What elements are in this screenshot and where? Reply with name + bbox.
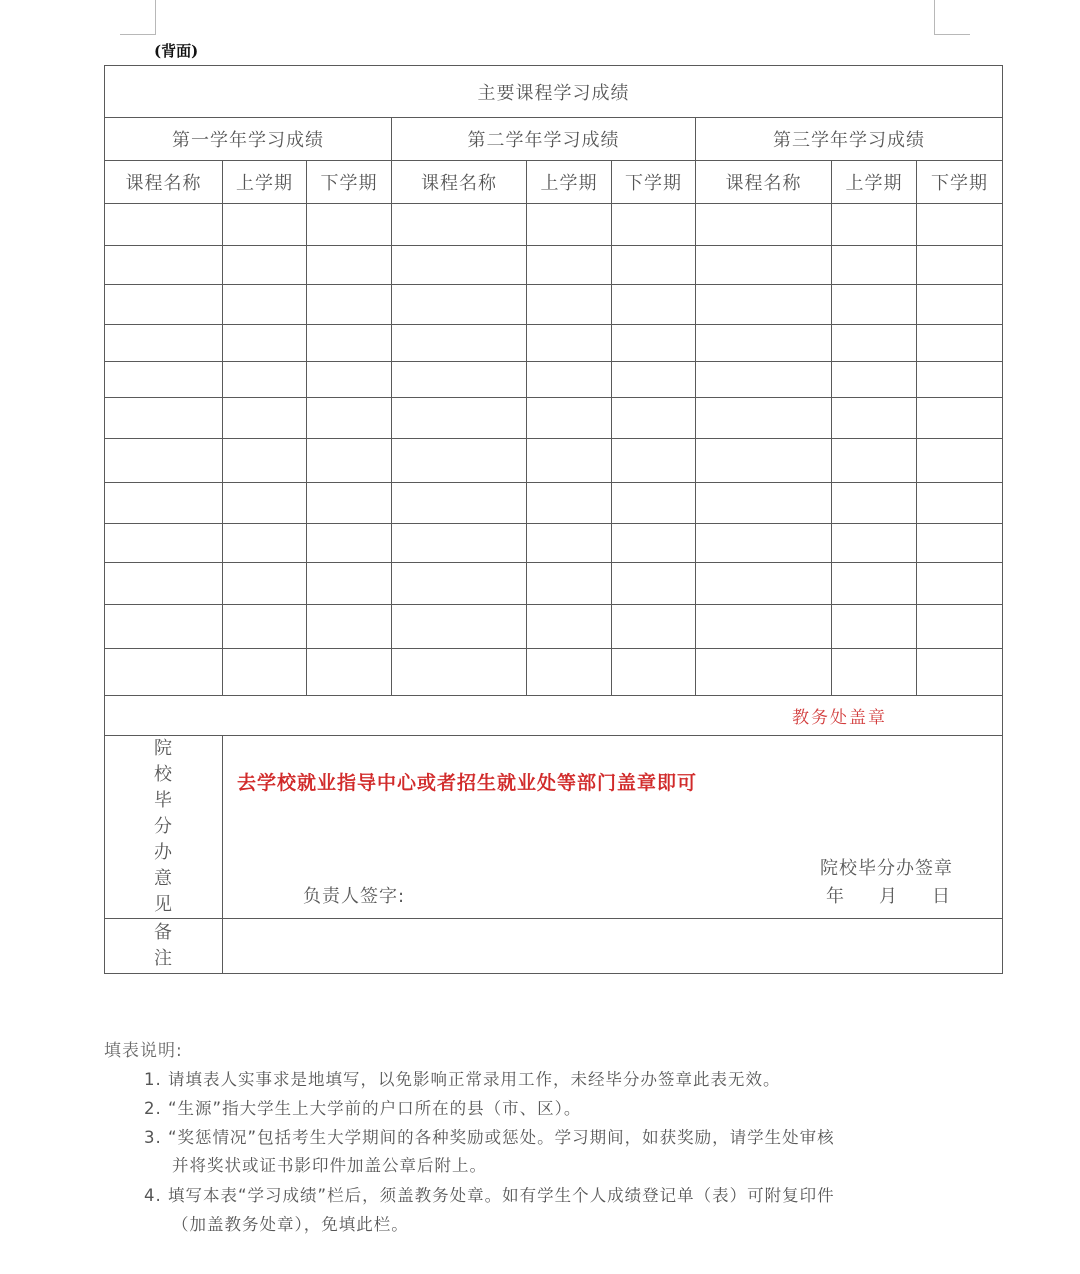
sign-date bbox=[826, 882, 951, 908]
crop-mark bbox=[934, 34, 970, 35]
opinion-label-cell bbox=[105, 736, 223, 919]
grade-cell[interactable] bbox=[223, 563, 307, 605]
grade-cell[interactable] bbox=[105, 362, 223, 398]
remarks-label-char: 备 bbox=[154, 922, 173, 943]
grade-cell[interactable] bbox=[392, 605, 527, 649]
grade-cell[interactable] bbox=[527, 563, 612, 605]
grade-cell[interactable] bbox=[527, 524, 612, 563]
grade-cell[interactable] bbox=[917, 325, 1003, 362]
grade-cell[interactable] bbox=[223, 246, 307, 285]
grade-cell[interactable] bbox=[612, 362, 696, 398]
opinion-label-char: 办 bbox=[154, 842, 173, 863]
grade-cell[interactable] bbox=[832, 483, 917, 524]
grade-cell[interactable] bbox=[392, 362, 527, 398]
grade-cell[interactable] bbox=[696, 439, 832, 483]
grade-cell[interactable] bbox=[105, 246, 223, 285]
grade-cell[interactable] bbox=[832, 398, 917, 439]
grade-cell[interactable] bbox=[105, 439, 223, 483]
table-title: 主要课程学习成绩 bbox=[105, 66, 1003, 118]
grade-cell[interactable] bbox=[307, 563, 392, 605]
grade-cell[interactable] bbox=[307, 325, 392, 362]
grade-cell[interactable] bbox=[527, 398, 612, 439]
grade-cell[interactable] bbox=[527, 325, 612, 362]
col-second-term: 下学期 bbox=[917, 161, 1003, 204]
crop-mark bbox=[934, 0, 935, 34]
grade-cell[interactable] bbox=[527, 285, 612, 325]
remarks-label-cell bbox=[105, 919, 223, 974]
notes-title: 填表说明: bbox=[104, 1041, 183, 1061]
table-row bbox=[105, 439, 1003, 483]
note-item: 2. “生源”指大学生上大学前的户口所在的县（市、区）。 bbox=[144, 1099, 582, 1118]
academic-affairs-stamp: 教务处盖章 bbox=[792, 708, 887, 728]
date-day: 日 bbox=[932, 886, 951, 907]
table-row bbox=[105, 649, 1003, 696]
grade-cell[interactable] bbox=[527, 483, 612, 524]
grade-cell[interactable] bbox=[307, 398, 392, 439]
table-row bbox=[105, 398, 1003, 439]
grade-cell[interactable] bbox=[612, 204, 696, 246]
grade-cell[interactable] bbox=[612, 563, 696, 605]
crop-mark bbox=[120, 34, 156, 35]
col-first-term: 上学期 bbox=[832, 161, 917, 204]
grade-cell[interactable] bbox=[223, 524, 307, 563]
grade-cell[interactable] bbox=[307, 246, 392, 285]
grade-cell[interactable] bbox=[917, 285, 1003, 325]
opinion-label-char: 意 bbox=[154, 868, 173, 889]
grade-cell[interactable] bbox=[832, 439, 917, 483]
grade-cell[interactable] bbox=[392, 325, 527, 362]
grade-cell[interactable] bbox=[696, 605, 832, 649]
grade-cell[interactable] bbox=[105, 204, 223, 246]
grade-table bbox=[104, 65, 1003, 974]
grade-cell[interactable] bbox=[612, 246, 696, 285]
grade-cell[interactable] bbox=[392, 483, 527, 524]
note-item: 并将奖状或证书影印件加盖公章后附上。 bbox=[172, 1156, 487, 1175]
year-1-header: 第一学年学习成绩 bbox=[105, 118, 392, 161]
grade-cell[interactable] bbox=[223, 285, 307, 325]
grade-cell[interactable] bbox=[392, 563, 527, 605]
grade-cell[interactable] bbox=[527, 204, 612, 246]
table-row bbox=[105, 246, 1003, 285]
remarks-label-char: 注 bbox=[154, 948, 173, 969]
table-row bbox=[105, 285, 1003, 325]
remarks-cell[interactable] bbox=[223, 919, 1003, 974]
date-year: 年 bbox=[826, 886, 845, 907]
signer-label: 负责人签字: bbox=[303, 886, 406, 907]
grade-cell[interactable] bbox=[223, 649, 307, 696]
grade-cell[interactable] bbox=[612, 285, 696, 325]
col-first-term: 上学期 bbox=[223, 161, 307, 204]
opinion-label bbox=[105, 736, 222, 918]
grade-cell[interactable] bbox=[917, 439, 1003, 483]
col-course-name: 课程名称 bbox=[696, 161, 832, 204]
grade-cell[interactable] bbox=[696, 204, 832, 246]
grade-cell[interactable] bbox=[612, 649, 696, 696]
grade-cell[interactable] bbox=[105, 398, 223, 439]
grade-cell[interactable] bbox=[392, 285, 527, 325]
table-row bbox=[105, 563, 1003, 605]
opinion-label-char: 见 bbox=[154, 894, 173, 915]
grade-cell[interactable] bbox=[105, 524, 223, 563]
grade-cell[interactable] bbox=[223, 325, 307, 362]
year-3-header: 第三学年学习成绩 bbox=[696, 118, 1003, 161]
grade-cell[interactable] bbox=[307, 483, 392, 524]
grade-cell[interactable] bbox=[307, 649, 392, 696]
grade-cell[interactable] bbox=[917, 246, 1003, 285]
grade-cell[interactable] bbox=[307, 605, 392, 649]
grade-cell[interactable] bbox=[527, 605, 612, 649]
opinion-label-char: 毕 bbox=[154, 790, 173, 811]
opinion-cell[interactable] bbox=[223, 736, 1003, 919]
table-row bbox=[105, 204, 1003, 246]
grade-cell[interactable] bbox=[696, 362, 832, 398]
grade-cell[interactable] bbox=[392, 204, 527, 246]
opinion-instruction: 去学校就业指导中心或者招生就业处等部门盖章即可 bbox=[237, 772, 698, 794]
grade-cell[interactable] bbox=[223, 398, 307, 439]
grade-cell[interactable] bbox=[392, 439, 527, 483]
grade-cell[interactable] bbox=[832, 605, 917, 649]
grade-cell[interactable] bbox=[223, 439, 307, 483]
grade-cell[interactable] bbox=[696, 649, 832, 696]
office-sign-label: 院校毕分办签章 bbox=[820, 858, 953, 879]
col-course-name: 课程名称 bbox=[392, 161, 527, 204]
grade-cell[interactable] bbox=[696, 246, 832, 285]
grade-cell[interactable] bbox=[105, 285, 223, 325]
grade-cell[interactable] bbox=[832, 246, 917, 285]
grade-cell[interactable] bbox=[223, 204, 307, 246]
grade-cell[interactable] bbox=[527, 362, 612, 398]
grade-cell[interactable] bbox=[696, 398, 832, 439]
grade-cell[interactable] bbox=[307, 285, 392, 325]
grade-cell[interactable] bbox=[223, 605, 307, 649]
grade-cell[interactable] bbox=[917, 524, 1003, 563]
opinion-label-char: 校 bbox=[154, 764, 173, 785]
grade-cell[interactable] bbox=[832, 325, 917, 362]
grade-cell[interactable] bbox=[612, 605, 696, 649]
grade-cell[interactable] bbox=[917, 362, 1003, 398]
grade-cell[interactable] bbox=[307, 524, 392, 563]
grade-cell[interactable] bbox=[612, 524, 696, 563]
grade-cell[interactable] bbox=[832, 524, 917, 563]
opinion-label-char: 院 bbox=[154, 738, 173, 759]
grade-cell[interactable] bbox=[696, 285, 832, 325]
grade-cell[interactable] bbox=[105, 325, 223, 362]
grade-cell[interactable] bbox=[696, 524, 832, 563]
grade-cell[interactable] bbox=[612, 439, 696, 483]
grade-cell[interactable] bbox=[832, 563, 917, 605]
note-item: （加盖教务处章），免填此栏。 bbox=[172, 1215, 409, 1234]
grade-cell[interactable] bbox=[392, 398, 527, 439]
table-row bbox=[105, 524, 1003, 563]
col-course-name: 课程名称 bbox=[105, 161, 223, 204]
grade-cell[interactable] bbox=[307, 204, 392, 246]
grade-cell[interactable] bbox=[696, 563, 832, 605]
grade-cell[interactable] bbox=[917, 649, 1003, 696]
table-row bbox=[105, 605, 1003, 649]
date-month: 月 bbox=[879, 886, 898, 907]
grade-cell[interactable] bbox=[832, 204, 917, 246]
grade-cell[interactable] bbox=[105, 563, 223, 605]
stamp-row bbox=[105, 696, 1003, 736]
grade-cell[interactable] bbox=[392, 246, 527, 285]
note-item: 4. 填写本表“学习成绩”栏后，须盖教务处章。如有学生个人成绩登记单（表）可附复印件 bbox=[144, 1186, 835, 1205]
remarks-label bbox=[105, 920, 222, 972]
grade-cell[interactable] bbox=[527, 439, 612, 483]
grade-cell[interactable] bbox=[832, 649, 917, 696]
grade-cell[interactable] bbox=[527, 246, 612, 285]
grade-cell[interactable] bbox=[392, 524, 527, 563]
grade-cell[interactable] bbox=[392, 649, 527, 696]
grade-cell[interactable] bbox=[527, 649, 612, 696]
note-item: 3. “奖惩情况”包括考生大学期间的各种奖励或惩处。学习期间，如获奖励，请学生处审核 bbox=[144, 1128, 835, 1147]
grade-cell[interactable] bbox=[917, 483, 1003, 524]
note-item: 1. 请填表人实事求是地填写，以免影响正常录用工作，未经毕分办签章此表无效。 bbox=[144, 1070, 781, 1089]
grade-rows bbox=[105, 204, 1003, 696]
grade-cell[interactable] bbox=[696, 325, 832, 362]
opinion-label-char: 分 bbox=[154, 816, 173, 837]
col-second-term: 下学期 bbox=[307, 161, 392, 204]
grade-cell[interactable] bbox=[307, 439, 392, 483]
grade-cell[interactable] bbox=[105, 649, 223, 696]
year-2-header: 第二学年学习成绩 bbox=[392, 118, 696, 161]
grade-cell[interactable] bbox=[696, 483, 832, 524]
page-side-label: (背面) bbox=[154, 42, 199, 60]
grade-cell[interactable] bbox=[612, 325, 696, 362]
grade-cell[interactable] bbox=[917, 605, 1003, 649]
grade-cell[interactable] bbox=[612, 483, 696, 524]
table-row bbox=[105, 483, 1003, 524]
grade-cell[interactable] bbox=[917, 563, 1003, 605]
grade-cell[interactable] bbox=[223, 362, 307, 398]
grade-cell[interactable] bbox=[307, 362, 392, 398]
col-first-term: 上学期 bbox=[527, 161, 612, 204]
grade-cell[interactable] bbox=[832, 362, 917, 398]
table-row bbox=[105, 362, 1003, 398]
table-row bbox=[105, 325, 1003, 362]
grade-cell[interactable] bbox=[612, 398, 696, 439]
col-second-term: 下学期 bbox=[612, 161, 696, 204]
grade-cell[interactable] bbox=[105, 483, 223, 524]
grade-cell[interactable] bbox=[917, 398, 1003, 439]
grade-cell[interactable] bbox=[832, 285, 917, 325]
grade-cell[interactable] bbox=[105, 605, 223, 649]
grade-cell[interactable] bbox=[917, 204, 1003, 246]
grade-cell[interactable] bbox=[223, 483, 307, 524]
crop-mark bbox=[155, 0, 156, 34]
